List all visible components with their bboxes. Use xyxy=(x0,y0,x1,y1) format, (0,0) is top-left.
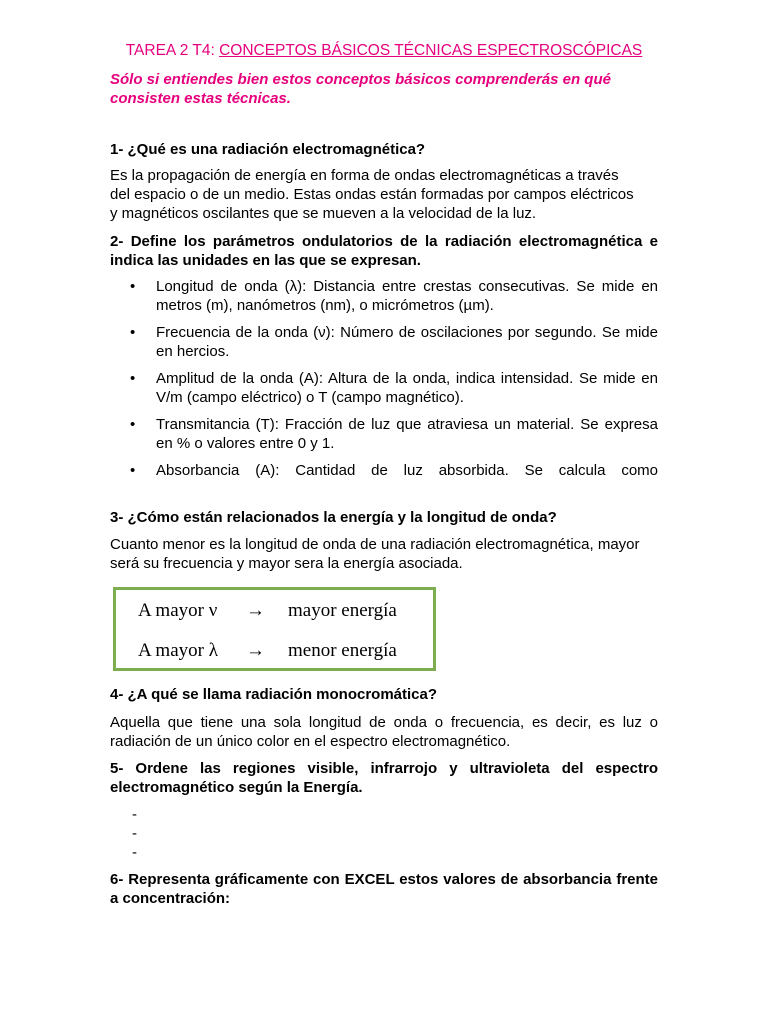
bullet-icon: • xyxy=(130,416,136,433)
list-item-text: Transmitancia (T): Fracción de luz que atraviesa un material. Se expresa en % o valores entre 0 y 1. xyxy=(156,416,658,452)
question-6: 6- Representa gráficamente con EXCEL estos valores de absorbancia frente a concentración: xyxy=(110,871,658,907)
answer-1 xyxy=(110,166,658,223)
relation-left: A mayor ν xyxy=(138,600,218,621)
dash-line: - xyxy=(132,806,137,823)
document-title xyxy=(0,42,768,60)
list-item-text: Frecuencia de la onda (ν): Número de oscilaciones por segundo. Se mide en hercios. xyxy=(156,324,658,360)
question-1: 1- ¿Qué es una radiación electromagnética? xyxy=(110,141,426,158)
relation-right: mayor energía xyxy=(288,600,397,621)
list-item xyxy=(110,369,658,407)
dash-line: - xyxy=(132,825,137,842)
parameters-list xyxy=(110,277,658,488)
title-main: CONCEPTOS BÁSICOS TÉCNICAS ESPECTROSCÓPICAS xyxy=(219,42,643,59)
list-item xyxy=(110,323,658,361)
energy-relation-box xyxy=(113,587,436,671)
answer-1-line: Es la propagación de energía en forma de ondas electromagnéticas a través xyxy=(110,167,619,184)
answer-5-dashes xyxy=(132,805,137,862)
dash-line: - xyxy=(132,844,137,861)
bullet-icon: • xyxy=(130,278,136,295)
list-item-text: Absorbancia (A): Cantidad de luz absorbida. Se calcula como xyxy=(156,462,658,479)
arrow-icon: → xyxy=(246,640,265,661)
relation-left: A mayor λ xyxy=(138,640,218,661)
question-2: 2- Define los parámetros ondulatorios de la radiación electromagnética e indica las unidades en las que se expresan. xyxy=(110,233,658,269)
answer-1-line: del espacio o de un medio. Estas ondas están formadas por campos eléctricos xyxy=(110,186,634,203)
bullet-icon: • xyxy=(130,324,136,341)
bullet-icon: • xyxy=(130,462,136,479)
arrow-icon: → xyxy=(246,600,265,621)
answer-4: Aquella que tiene una sola longitud de onda o frecuencia, es decir, es luz o radiación de un único color en el espectro electromagnético. xyxy=(110,714,658,750)
list-item-text: Amplitud de la onda (A): Altura de la onda, indica intensidad. Se mide en V/m (campo eléctrico) o T (campo magnético). xyxy=(156,370,658,406)
question-3: 3- ¿Cómo están relacionados la energía y la longitud de onda? xyxy=(110,509,557,526)
answer-3: Cuanto menor es la longitud de onda de una radiación electromagnética, mayor será su frecuencia y mayor sera la energía asociada. xyxy=(110,536,640,572)
question-5: 5- Ordene las regiones visible, infrarrojo y ultravioleta del espectro electromagnético según la Energía. xyxy=(110,760,658,796)
list-item-text: Longitud de onda (λ): Distancia entre crestas consecutivas. Se mide en metros (m), nanómetros (nm), o micrómetros (µm). xyxy=(156,278,658,314)
intro-text: Sólo si entiendes bien estos conceptos básicos comprenderás en qué consisten estas técnicas. xyxy=(110,71,611,107)
list-item xyxy=(110,277,658,315)
list-item xyxy=(110,461,658,480)
answer-1-line: y magnéticos oscilantes que se mueven a la velocidad de la luz. xyxy=(110,205,537,222)
title-prefix: TAREA 2 T4: xyxy=(125,42,220,59)
relation-right: menor energía xyxy=(288,640,397,661)
list-item xyxy=(110,415,658,453)
question-4: 4- ¿A qué se llama radiación monocromática? xyxy=(110,686,438,703)
bullet-icon: • xyxy=(130,370,136,387)
